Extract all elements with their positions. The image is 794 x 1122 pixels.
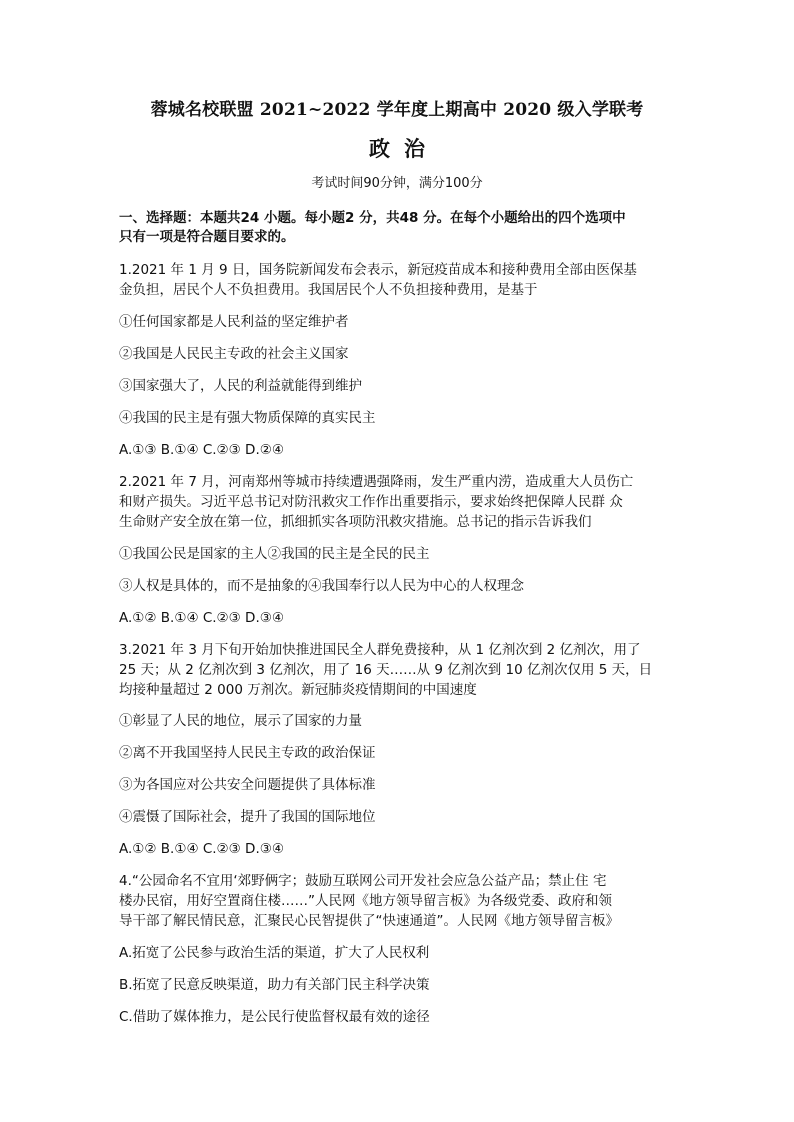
question-3-statement-3: ③为各国应对公共安全问题提供了具体标准 bbox=[119, 777, 376, 793]
question-1-statement-4: ④我国的民主是有强大物质保障的真实民主 bbox=[119, 410, 376, 426]
question-2-choices: A.①② B.①④ C.②③ D.③④ bbox=[119, 610, 284, 626]
question-3-stem-line2: 25 天；从 2 亿剂次到 3 亿剂次，用了 16 天……从 9 亿剂次到 10 亿剂次仅用 5 天，日 bbox=[119, 662, 653, 678]
question-1-statement-3: ③国家强大了，人民的利益就能得到维护 bbox=[119, 378, 362, 394]
exam-title: 蓉城名校联盟 2021~2022 学年度上期高中 2020 级入学联考 bbox=[150, 100, 644, 120]
question-1-stem-line2: 金负担，居民个人不负担费用。我国居民个人不负担接种费用，是基于 bbox=[119, 282, 538, 298]
question-3-stem-line1: 3.2021 年 3 月下旬开始加快推进国民全人群免费接种，从 1 亿剂次到 2 亿剂次，用了 bbox=[119, 642, 641, 658]
question-2-stem-line2: 和财产损失。习近平总书记对防汛救灾工作作出重要指示，要求始终把保障人民群 众 bbox=[119, 494, 623, 510]
question-3-choices: A.①② B.①④ C.②③ D.③④ bbox=[119, 841, 284, 857]
question-3-stem-line3: 均接种量超过 2 000 万剂次。新冠肺炎疫情期间的中国速度 bbox=[119, 682, 477, 698]
exam-info: 考试时间90分钟，满分100分 bbox=[311, 176, 483, 191]
question-3-statement-2: ②离不开我国坚持人民民主专政的政治保证 bbox=[119, 745, 376, 761]
question-1-choices: A.①③ B.①④ C.②③ D.②④ bbox=[119, 442, 284, 458]
section-heading-line2: 只有一项是符合题目要求的。 bbox=[119, 229, 295, 245]
subject-title: 政治 bbox=[369, 136, 439, 161]
question-1-stem-line1: 1.2021 年 1 月 9 日，国务院新闻发布会表示，新冠疫苗成本和接种费用全部由医保基 bbox=[119, 262, 637, 278]
section-heading-line1: 一、选择题：本题共24 小题。每小题2 分，共48 分。在每个小题给出的四个选项中 bbox=[119, 210, 626, 226]
question-1-statement-2: ②我国是人民民主专政的社会主义国家 bbox=[119, 346, 349, 362]
question-3-statement-1: ①彰显了人民的地位，展示了国家的力量 bbox=[119, 713, 362, 729]
question-4-stem-line2: 楼办民宿，用好空置商住楼……”人民网《地方领导留言板》为各级党委、政府和领 bbox=[119, 893, 612, 909]
question-1-statement-1: ①任何国家都是人民利益的坚定维护者 bbox=[119, 314, 349, 330]
question-4-option-b: B.拓宽了民意反映渠道，助力有关部门民主科学决策 bbox=[119, 977, 430, 993]
question-4-option-c: C.借助了媒体推力，是公民行使监督权最有效的途径 bbox=[119, 1009, 430, 1025]
question-3-statement-4: ④震慑了国际社会，提升了我国的国际地位 bbox=[119, 809, 376, 825]
question-4-option-a: A.拓宽了公民参与政治生活的渠道，扩大了人民权利 bbox=[119, 945, 430, 961]
question-4-stem-line1: 4.“公园命名不宜用‘郊野俩字；鼓励互联网公司开发社会应急公益产品；禁止住 宅 bbox=[119, 873, 607, 889]
question-2-statement-1: ①我国公民是国家的主人②我国的民主是全民的民主 bbox=[119, 546, 430, 562]
question-2-stem-line3: 生命财产安全放在第一位，抓细抓实各项防汛救灾措施。总书记的指示告诉我们 bbox=[119, 514, 592, 530]
question-4-stem-line3: 导干部了解民情民意，汇聚民心民智提供了“快速通道”。人民网《地方领导留言板》 bbox=[119, 913, 619, 929]
question-2-stem-line1: 2.2021 年 7 月，河南郑州等城市持续遭遇强降雨，发生严重内涝，造成重大人员伤亡 bbox=[119, 474, 634, 490]
question-2-statement-2: ③人权是具体的，而不是抽象的④我国奉行以人民为中心的人权理念 bbox=[119, 578, 524, 594]
